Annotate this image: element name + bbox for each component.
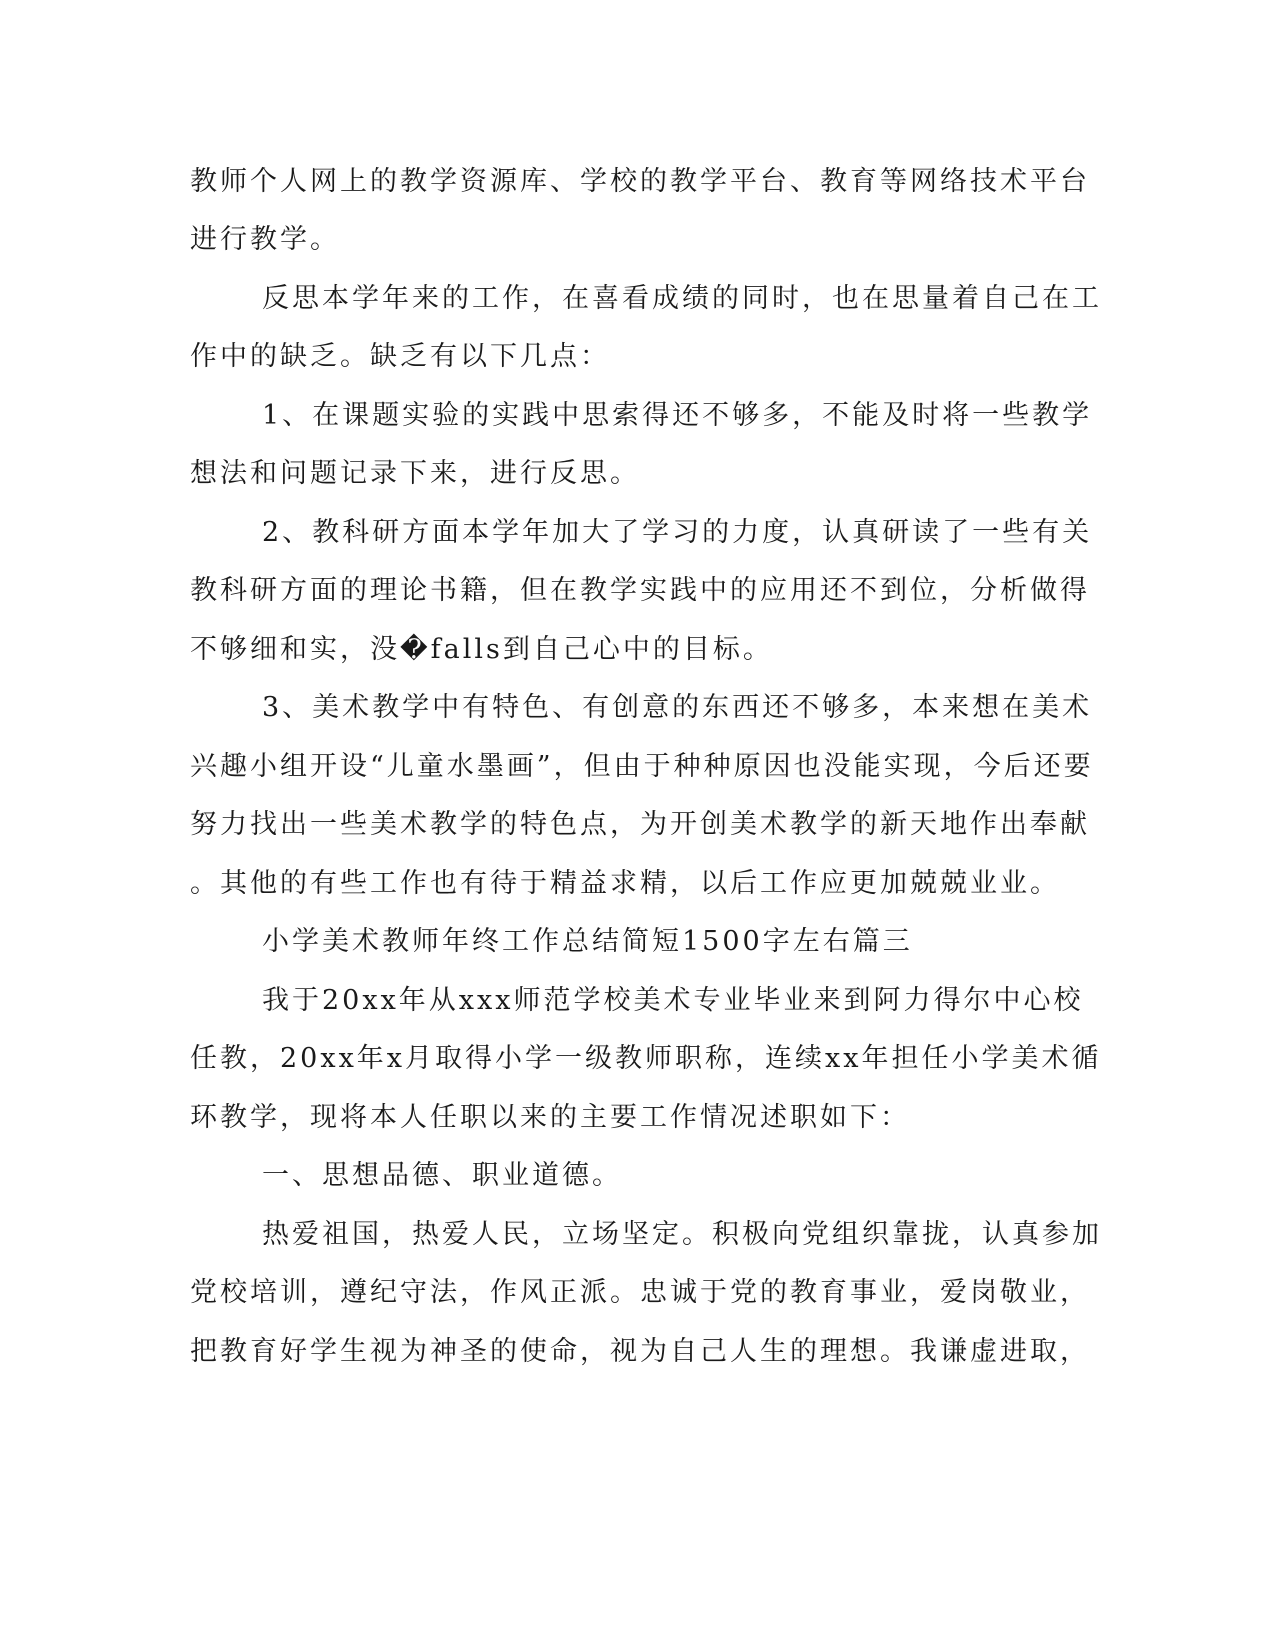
text-line: 我于20xx年从xxx师范学校美术专业毕业来到阿力得尔中心校 [262, 985, 1084, 1016]
text-line: 教科研方面的理论书籍，但在教学实践中的应用还不到位，分析做得 [190, 575, 1090, 606]
text-line: 党校培训，遵纪守法，作风正派。忠诚于党的教育事业，爱岗敬业， [190, 1277, 1090, 1308]
text-line: 2、教科研方面本学年加大了学习的力度，认真研读了一些有关 [262, 517, 1093, 548]
text-line: 不够细和实，没�falls到自己心中的目标。 [190, 634, 773, 665]
text-line: 教师个人网上的教学资源库、学校的教学平台、教育等网络技术平台 [190, 166, 1090, 197]
text-line: 兴趣小组开设“儿童水墨画”，但由于种种原因也没能实现，今后还要 [190, 751, 1094, 782]
text-line: 任教，20xx年x月取得小学一级教师职称，连续xx年担任小学美术循 [190, 1043, 1102, 1074]
text-line: 反思本学年来的工作，在喜看成绩的同时，也在思量着自己在工 [262, 283, 1102, 314]
text-line: 1、在课题实验的实践中思索得还不够多，不能及时将一些教学 [262, 400, 1093, 431]
text-line: 热爱祖国，热爱人民，立场坚定。积极向党组织靠拢，认真参加 [262, 1219, 1102, 1250]
text-line: 3、美术教学中有特色、有创意的东西还不够多，本来想在美术 [262, 692, 1093, 723]
text-line: 想法和问题记录下来，进行反思。 [190, 458, 640, 489]
text-line: 一、思想品德、职业道德。 [262, 1160, 622, 1191]
text-line: 把教育好学生视为神圣的使命，视为自己人生的理想。我谦虚进取， [190, 1336, 1090, 1367]
text-line: 环教学，现将本人任职以来的主要工作情况述职如下： [190, 1102, 910, 1133]
text-line: 努力找出一些美术教学的特色点，为开创美术教学的新天地作出奉献 [190, 809, 1090, 840]
text-line: 作中的缺乏。缺乏有以下几点： [190, 341, 610, 372]
section-heading: 小学美术教师年终工作总结简短1500字左右篇三 [262, 926, 913, 957]
text-line: 。其他的有些工作也有待于精益求精，以后工作应更加兢兢业业。 [190, 868, 1060, 899]
text-line: 进行教学。 [190, 224, 340, 255]
